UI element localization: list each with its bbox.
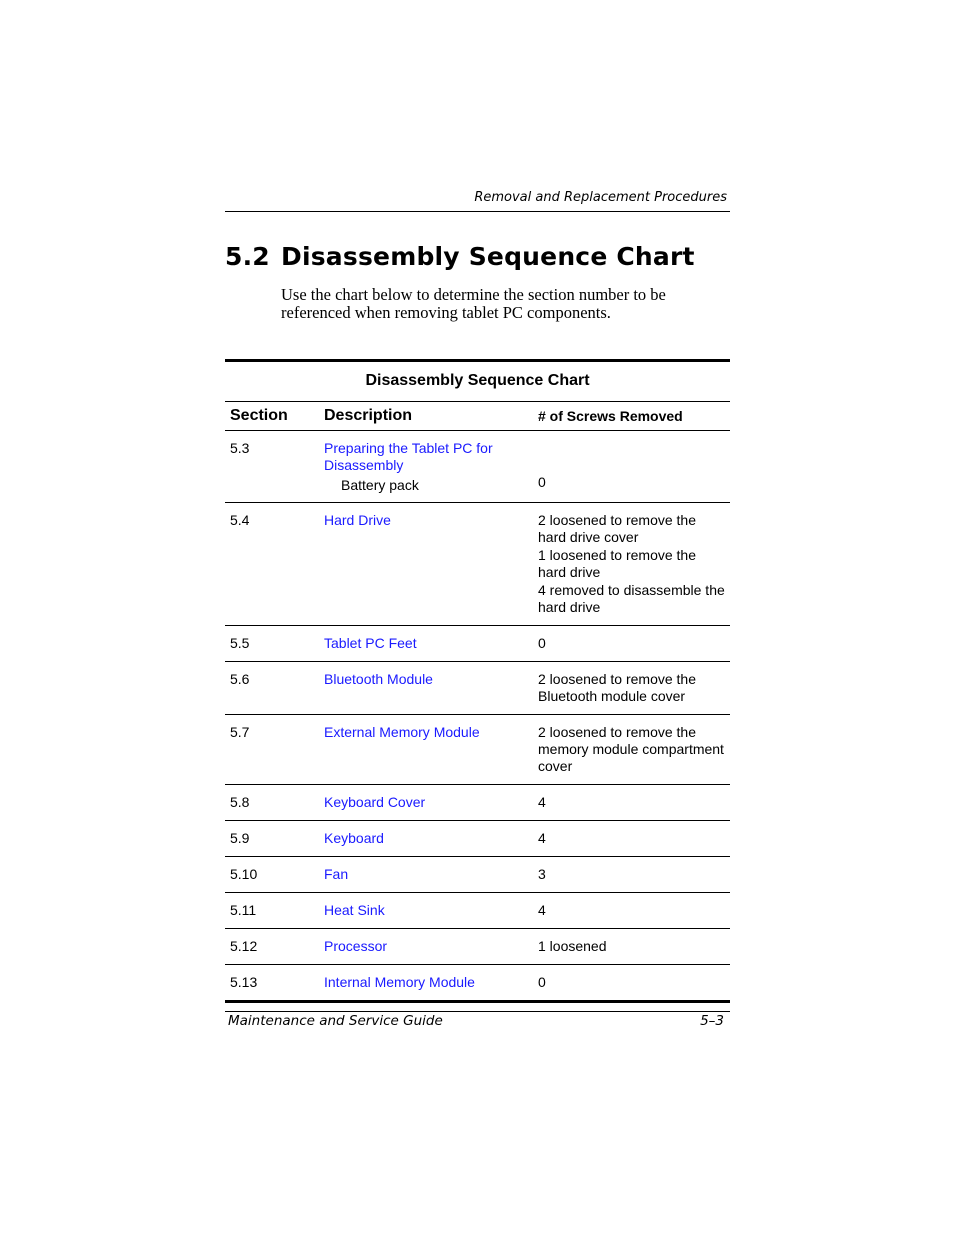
description-cell (319, 821, 533, 857)
table-row (225, 626, 730, 662)
section-cell: 5.3 (225, 431, 319, 503)
section-title: Disassembly Sequence Chart (281, 242, 695, 271)
intro-paragraph: Use the chart below to determine the section number to be referenced when removing tablet PC components. (281, 285, 666, 322)
screw-line: 0 (538, 974, 546, 990)
table-row (225, 821, 730, 857)
screw-line: 4 (538, 902, 546, 918)
section-link[interactable]: Keyboard (324, 830, 384, 846)
table-header-row (225, 402, 730, 431)
description-cell (319, 662, 533, 715)
running-header: Removal and Replacement Procedures (474, 190, 727, 205)
description-cell (319, 785, 533, 821)
section-link[interactable]: Internal Memory Module (324, 974, 475, 990)
section-cell: 5.13 (225, 965, 319, 1002)
footer-guide-title: Maintenance and Service Guide (228, 1013, 443, 1029)
screws-cell (533, 626, 730, 662)
screws-cell (533, 431, 730, 503)
screw-line: 1 loosened (538, 938, 607, 954)
screw-line: 4 removed to disassemble the hard drive (538, 582, 725, 615)
screw-line: 0 (538, 635, 546, 651)
table-body (225, 431, 730, 1002)
section-cell: 5.10 (225, 857, 319, 893)
table-row (225, 893, 730, 929)
screw-line: 0 (538, 474, 546, 490)
description-cell (319, 503, 533, 626)
section-link[interactable]: Hard Drive (324, 512, 391, 528)
screws-cell (533, 929, 730, 965)
screws-cell (533, 893, 730, 929)
screws-cell (533, 785, 730, 821)
column-header-screws: # of Screws Removed (533, 402, 730, 431)
description-cell (319, 626, 533, 662)
section-link[interactable]: Bluetooth Module (324, 671, 433, 687)
page-title (225, 242, 695, 271)
section-cell: 5.7 (225, 715, 319, 785)
description-cell (319, 965, 533, 1002)
section-cell: 5.5 (225, 626, 319, 662)
section-link[interactable]: External Memory Module (324, 724, 480, 740)
section-link[interactable]: Fan (324, 866, 349, 882)
header-rule (225, 211, 730, 212)
screws-cell (533, 662, 730, 715)
section-link[interactable]: Tablet PC Feet (324, 635, 417, 651)
section-cell: 5.9 (225, 821, 319, 857)
column-header-description: Description (319, 402, 533, 431)
table-row (225, 857, 730, 893)
section-cell: 5.6 (225, 662, 319, 715)
description-cell (319, 431, 533, 503)
screw-line: 4 (538, 794, 546, 810)
table-row (225, 715, 730, 785)
section-link[interactable]: Keyboard Cover (324, 794, 426, 810)
screw-line: 2 loosened to remove the Bluetooth module cover (538, 671, 696, 704)
screws-cell (533, 503, 730, 626)
section-cell: 5.8 (225, 785, 319, 821)
table-row (225, 929, 730, 965)
sub-item: Battery pack (341, 477, 419, 493)
table-row (225, 662, 730, 715)
screws-cell (533, 715, 730, 785)
section-cell: 5.12 (225, 929, 319, 965)
description-cell (319, 857, 533, 893)
section-link[interactable]: Heat Sink (324, 902, 385, 918)
description-cell (319, 929, 533, 965)
table-row (225, 965, 730, 1002)
screw-line: 4 (538, 830, 546, 846)
table-caption: Disassembly Sequence Chart (225, 362, 730, 402)
description-cell (319, 893, 533, 929)
column-header-section: Section (225, 402, 319, 431)
cell-spacer (538, 440, 725, 474)
screws-cell (533, 821, 730, 857)
screw-line: 1 loosened to remove the hard drive (538, 547, 696, 580)
table-row (225, 431, 730, 503)
table-row (225, 785, 730, 821)
section-number: 5.2 (225, 242, 270, 271)
screw-line: 2 loosened to remove the hard drive cover (538, 512, 696, 545)
disassembly-table-block (225, 359, 730, 1003)
screws-cell (533, 857, 730, 893)
screw-line: 2 loosened to remove the memory module compartment cover (538, 724, 724, 774)
section-cell: 5.11 (225, 893, 319, 929)
screw-line: 3 (538, 866, 546, 882)
table-row (225, 503, 730, 626)
section-link[interactable]: Processor (324, 938, 388, 954)
footer-page-number: 5–3 (700, 1013, 724, 1029)
disassembly-table (225, 402, 730, 1003)
screws-cell (533, 965, 730, 1002)
section-link[interactable]: Preparing the Tablet PC for Disassembly (324, 440, 493, 473)
footer-rule (225, 1011, 730, 1012)
description-cell (319, 715, 533, 785)
section-cell: 5.4 (225, 503, 319, 626)
